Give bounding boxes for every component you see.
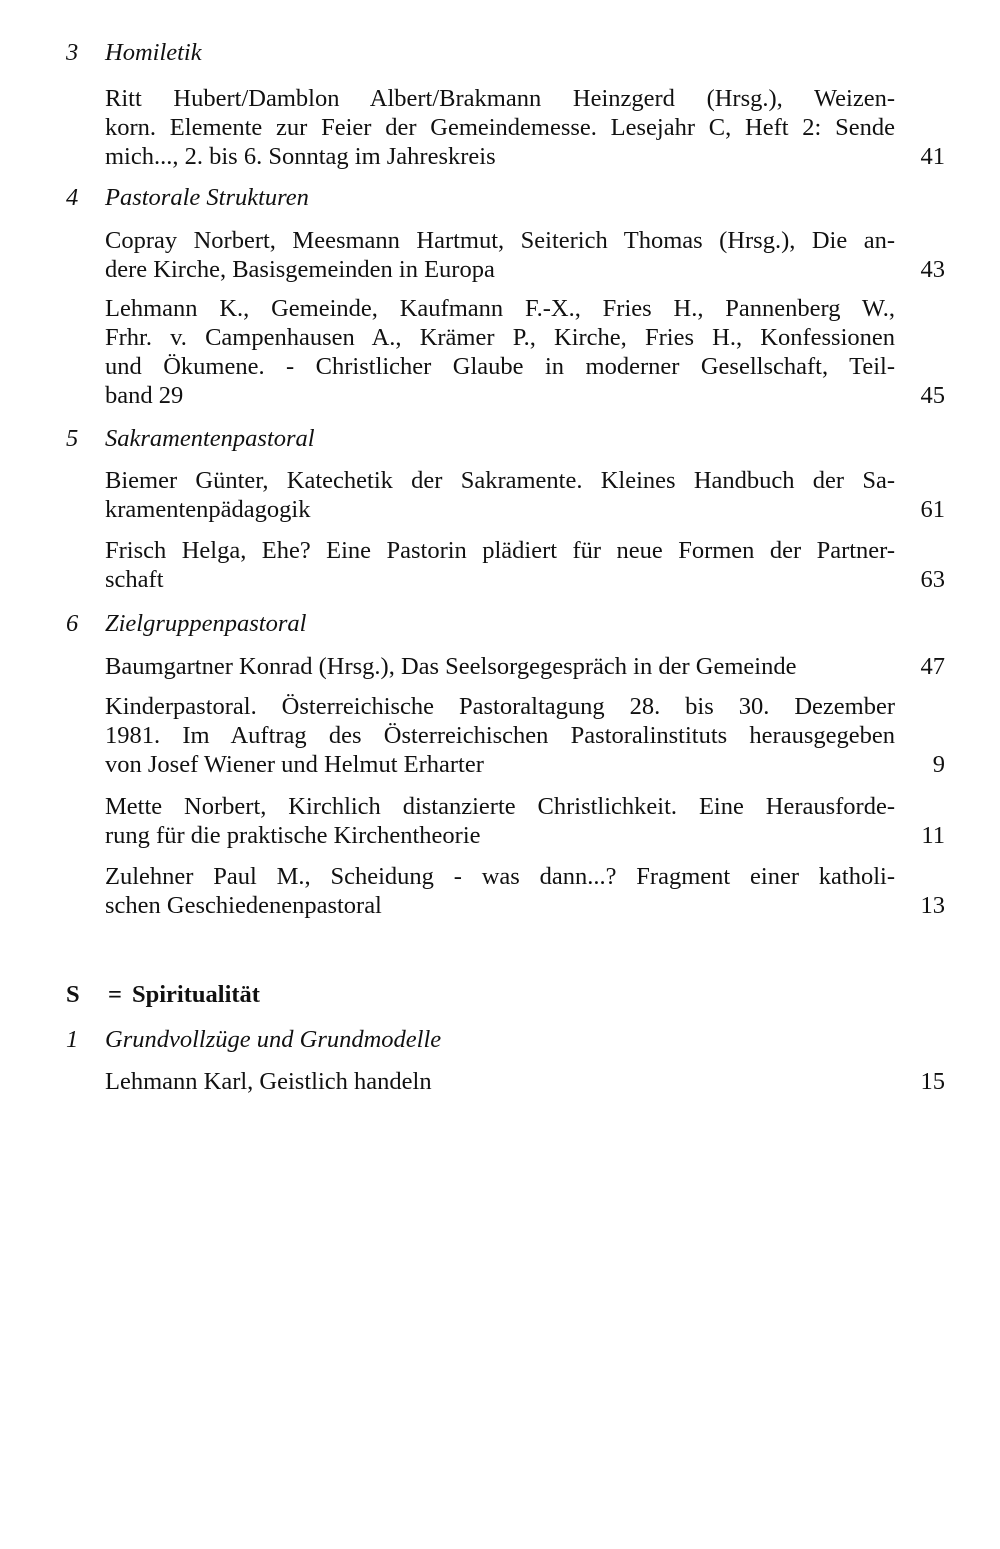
- section-heading: [0, 424, 1000, 456]
- section-title: Pastorale Strukturen: [105, 184, 309, 211]
- page-number: 47: [920, 653, 945, 680]
- entry-line: von Josef Wiener und Helmut Erharter: [105, 751, 484, 778]
- page-number: 9: [932, 751, 945, 778]
- section-heading: [0, 609, 1000, 641]
- index-entry: [105, 466, 945, 524]
- major-section-letter: S: [66, 981, 80, 1008]
- index-entry: [105, 536, 945, 594]
- page-number: 11: [921, 822, 945, 849]
- section-title: Sakramentenpastoral: [105, 425, 315, 452]
- section-title: Homiletik: [105, 39, 202, 66]
- entry-line: 1981. Im Auftrag des Österreichischen Pastoralinstituts herausgegeben: [105, 722, 895, 749]
- page-number: 41: [920, 143, 945, 170]
- major-section-name: Spiritualität: [132, 981, 260, 1008]
- entry-line: Biemer Günter, Katechetik der Sakramente. Kleines Handbuch der Sa-: [105, 467, 895, 494]
- index-entry: [105, 294, 945, 410]
- entry-line: kramentenpädagogik: [105, 496, 311, 523]
- section-heading: [0, 183, 1000, 215]
- entry-line: Frhr. v. Campenhausen A., Krämer P., Kirche, Fries H., Konfessionen: [105, 324, 895, 351]
- index-entry: [105, 652, 945, 681]
- entry-line: band 29: [105, 382, 184, 409]
- page-number: 61: [920, 496, 945, 523]
- entry-line: schaft: [105, 566, 164, 593]
- section-title: Grundvollzüge und Grundmodelle: [105, 1026, 442, 1053]
- entry-line: Lehmann K., Gemeinde, Kaufmann F.-X., Fries H., Pannenberg W.,: [105, 295, 895, 322]
- index-entry: [105, 792, 945, 850]
- section-number: 1: [66, 1026, 79, 1053]
- page-number: 13: [920, 892, 945, 919]
- page-number: 45: [920, 382, 945, 409]
- section-heading: [0, 1025, 1000, 1057]
- entry-line: Zulehner Paul M., Scheidung - was dann...? Fragment einer katholi-: [105, 863, 895, 890]
- section-number: 3: [66, 39, 79, 66]
- index-entry: [105, 1067, 945, 1096]
- entry-line: Kinderpastoral. Österreichische Pastoraltagung 28. bis 30. Dezember: [105, 693, 895, 720]
- entry-line: schen Geschiedenenpastoral: [105, 892, 382, 919]
- section-number: 4: [66, 184, 79, 211]
- index-entry: [105, 862, 945, 920]
- entry-line: Frisch Helga, Ehe? Eine Pastorin plädiert für neue Formen der Partner-: [105, 537, 895, 564]
- entry-line: Baumgartner Konrad (Hrsg.), Das Seelsorgegespräch in der Gemeinde: [105, 653, 797, 680]
- entry-line: dere Kirche, Basisgemeinden in Europa: [105, 256, 495, 283]
- entry-line: Ritt Hubert/Damblon Albert/Brakmann Heinzgerd (Hrsg.), Weizen-: [105, 85, 895, 112]
- entry-line: rung für die praktische Kirchentheorie: [105, 822, 481, 849]
- major-section-equals: =: [108, 981, 122, 1008]
- entry-line: mich..., 2. bis 6. Sonntag im Jahreskreis: [105, 143, 496, 170]
- index-entry: [105, 692, 945, 779]
- entry-line: Mette Norbert, Kirchlich distanzierte Christlichkeit. Eine Herausforde-: [105, 793, 895, 820]
- entry-line: Lehmann Karl, Geistlich handeln: [105, 1068, 432, 1095]
- entry-line: und Ökumene. - Christlicher Glaube in moderner Gesellschaft, Teil-: [105, 353, 895, 380]
- section-number: 5: [66, 425, 79, 452]
- index-entry: [105, 84, 945, 171]
- index-entry: [105, 226, 945, 284]
- page-number: 15: [920, 1068, 945, 1095]
- entry-line: korn. Elemente zur Feier der Gemeindemesse. Lesejahr C, Heft 2: Sende: [105, 114, 895, 141]
- section-heading: [0, 38, 1000, 70]
- entry-line: Copray Norbert, Meesmann Hartmut, Seiterich Thomas (Hrsg.), Die an-: [105, 227, 895, 254]
- section-number: 6: [66, 610, 79, 637]
- page-number: 43: [920, 256, 945, 283]
- section-title: Zielgruppenpastoral: [105, 610, 307, 637]
- page-number: 63: [920, 566, 945, 593]
